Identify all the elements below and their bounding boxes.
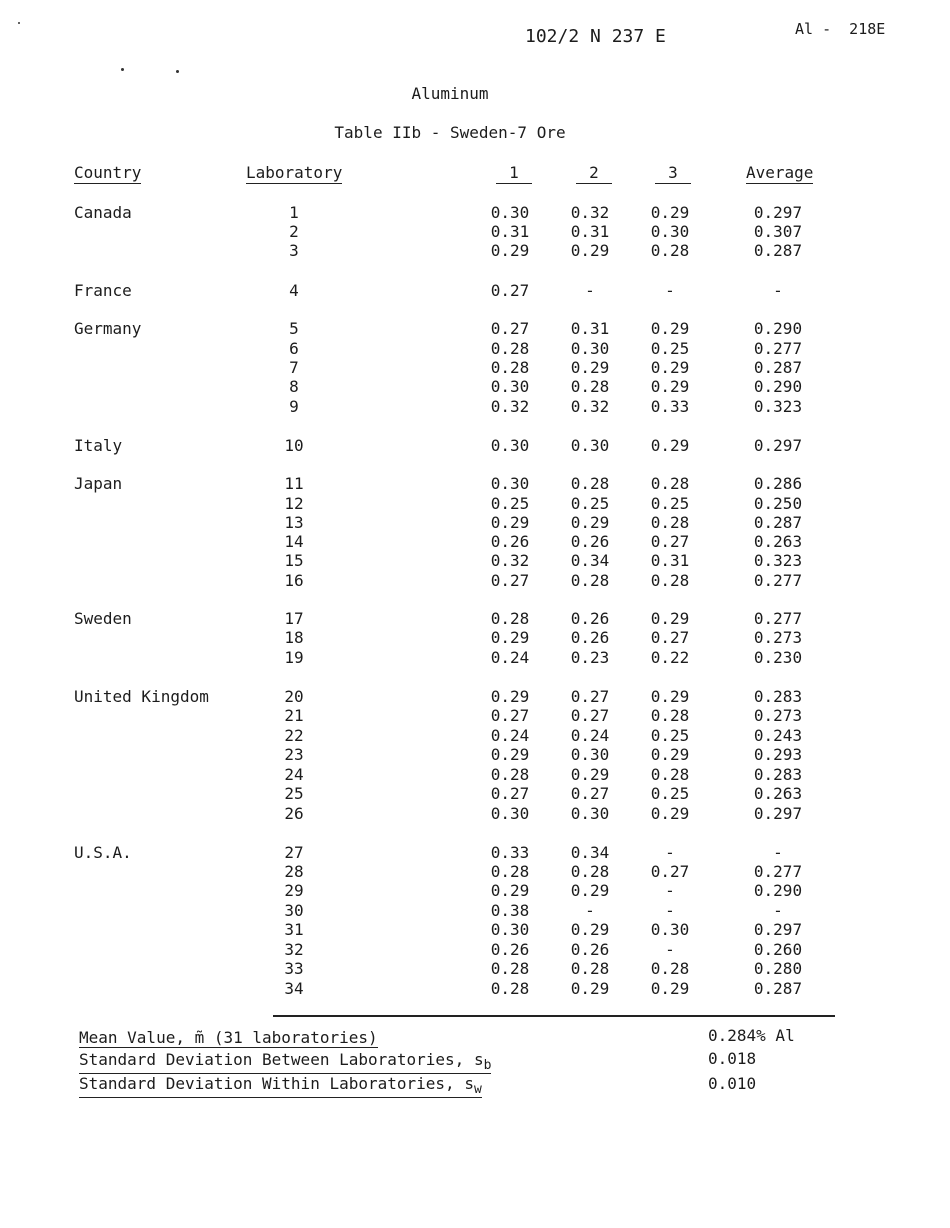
replicate-3-value: 0.28 — [650, 513, 690, 532]
laboratory-number: 1 — [289, 203, 299, 222]
replicate-3-value: 0.29 — [650, 377, 690, 396]
replicate-2-value: 0.23 — [570, 648, 610, 667]
sd-within-subscript: w — [473, 1082, 482, 1098]
replicate-3-value: 0.29 — [650, 436, 690, 455]
average-value: 0.286 — [753, 474, 803, 493]
average-value: - — [773, 281, 783, 300]
replicate-3-value: 0.29 — [650, 745, 690, 764]
replicate-3-value: 0.29 — [650, 687, 690, 706]
replicate-1-value: 0.28 — [490, 358, 530, 377]
replicate-1-value: 0.29 — [490, 881, 530, 900]
replicate-1-value: 0.29 — [490, 513, 530, 532]
average-value: 0.307 — [753, 222, 803, 241]
replicate-1-value: 0.28 — [490, 339, 530, 358]
average-value: 0.263 — [753, 532, 803, 551]
replicate-1-value: 0.30 — [490, 436, 530, 455]
replicate-1-value: 0.32 — [490, 397, 530, 416]
average-value: 0.297 — [753, 203, 803, 222]
replicate-2-value: 0.28 — [570, 571, 610, 590]
replicate-1-value: 0.24 — [490, 648, 530, 667]
average-value: 0.297 — [753, 804, 803, 823]
average-value: 0.287 — [753, 241, 803, 260]
replicate-2-value: 0.29 — [570, 881, 610, 900]
replicate-1-value: 0.28 — [490, 959, 530, 978]
laboratory-number: 14 — [284, 532, 304, 551]
average-value: 0.277 — [753, 609, 803, 628]
replicate-1-value: 0.27 — [490, 706, 530, 725]
document-code: 102/2 N 237 E — [525, 26, 666, 47]
replicate-3-value: 0.28 — [650, 706, 690, 725]
mean-value-label: Mean Value, m̃ (31 laboratories) — [79, 1028, 378, 1047]
replicate-2-value: 0.27 — [570, 784, 610, 803]
replicate-3-value: 0.22 — [650, 648, 690, 667]
average-value: 0.290 — [753, 319, 803, 338]
average-value: 0.290 — [753, 377, 803, 396]
column-header-laboratory: Laboratory — [246, 163, 343, 182]
replicate-2-value: 0.26 — [570, 940, 610, 959]
average-value: 0.263 — [753, 784, 803, 803]
laboratory-number: 31 — [284, 920, 304, 939]
sd-between-label — [79, 1050, 491, 1074]
replicate-3-value: 0.30 — [650, 920, 690, 939]
replicate-1-value: 0.29 — [490, 687, 530, 706]
replicate-2-value: 0.26 — [570, 532, 610, 551]
replicate-2-value: 0.29 — [570, 920, 610, 939]
replicate-2-value: 0.26 — [570, 628, 610, 647]
average-value: - — [773, 901, 783, 920]
laboratory-number: 15 — [284, 551, 304, 570]
replicate-1-value: 0.27 — [490, 784, 530, 803]
sd-between-subscript: b — [483, 1058, 492, 1074]
replicate-1-value: 0.38 — [490, 901, 530, 920]
replicate-3-value: - — [665, 901, 675, 920]
column-header-country: Country — [74, 163, 142, 182]
average-value: 0.287 — [753, 358, 803, 377]
replicate-1-value: 0.31 — [490, 222, 530, 241]
replicate-2-value: 0.27 — [570, 687, 610, 706]
column-header-2: 2 — [576, 163, 612, 184]
average-value: 0.273 — [753, 706, 803, 725]
replicate-1-value: 0.30 — [490, 474, 530, 493]
replicate-3-value: 0.33 — [650, 397, 690, 416]
laboratory-number: 4 — [289, 281, 299, 300]
laboratory-number: 10 — [284, 436, 304, 455]
laboratory-number: 13 — [284, 513, 304, 532]
page-reference: Al - 218E — [795, 20, 886, 38]
replicate-3-value: 0.29 — [650, 609, 690, 628]
replicate-3-value: - — [665, 940, 675, 959]
replicate-1-value: 0.27 — [490, 281, 530, 300]
replicate-3-value: 0.31 — [650, 551, 690, 570]
laboratory-number: 23 — [284, 745, 304, 764]
replicate-3-value: 0.27 — [650, 628, 690, 647]
laboratory-number: 29 — [284, 881, 304, 900]
average-value: 0.283 — [753, 687, 803, 706]
replicate-1-value: 0.28 — [490, 765, 530, 784]
laboratory-number: 8 — [289, 377, 299, 396]
laboratory-number: 25 — [284, 784, 304, 803]
average-value: 0.277 — [753, 339, 803, 358]
laboratory-number: 19 — [284, 648, 304, 667]
replicate-1-value: 0.28 — [490, 609, 530, 628]
country-name: Sweden — [74, 609, 132, 628]
laboratory-number: 34 — [284, 979, 304, 998]
laboratory-number: 7 — [289, 358, 299, 377]
average-value: 0.287 — [753, 513, 803, 532]
average-value: 0.287 — [753, 979, 803, 998]
column-header-1: 1 — [496, 163, 532, 184]
replicate-1-value: 0.29 — [490, 628, 530, 647]
replicate-2-value: 0.29 — [570, 513, 610, 532]
laboratory-number: 22 — [284, 726, 304, 745]
table-title: Table IIb - Sweden-7 Ore — [334, 123, 566, 142]
replicate-3-value: 0.28 — [650, 241, 690, 260]
sd-between-value: 0.018 — [708, 1049, 757, 1068]
laboratory-number: 24 — [284, 765, 304, 784]
replicate-3-value: 0.28 — [650, 571, 690, 590]
replicate-3-value: 0.27 — [650, 532, 690, 551]
laboratory-number: 18 — [284, 628, 304, 647]
laboratory-number: 9 — [289, 397, 299, 416]
replicate-2-value: 0.34 — [570, 843, 610, 862]
country-name: France — [74, 281, 132, 300]
replicate-3-value: 0.25 — [650, 339, 690, 358]
replicate-3-value: - — [665, 281, 675, 300]
replicate-3-value: 0.28 — [650, 474, 690, 493]
speck — [176, 70, 179, 73]
replicate-1-value: 0.30 — [490, 377, 530, 396]
replicate-3-value: 0.25 — [650, 494, 690, 513]
replicate-3-value: 0.28 — [650, 959, 690, 978]
laboratory-number: 2 — [289, 222, 299, 241]
replicate-3-value: 0.29 — [650, 804, 690, 823]
replicate-2-value: 0.29 — [570, 358, 610, 377]
laboratory-number: 28 — [284, 862, 304, 881]
replicate-3-value: 0.28 — [650, 765, 690, 784]
replicate-1-value: 0.33 — [490, 843, 530, 862]
replicate-2-value: 0.25 — [570, 494, 610, 513]
replicate-1-value: 0.28 — [490, 979, 530, 998]
average-value: 0.250 — [753, 494, 803, 513]
average-value: 0.297 — [753, 436, 803, 455]
replicate-1-value: 0.25 — [490, 494, 530, 513]
replicate-2-value: 0.26 — [570, 609, 610, 628]
replicate-1-value: 0.29 — [490, 745, 530, 764]
replicate-2-value: 0.29 — [570, 241, 610, 260]
replicate-1-value: 0.27 — [490, 571, 530, 590]
laboratory-number: 20 — [284, 687, 304, 706]
replicate-3-value: 0.29 — [650, 319, 690, 338]
replicate-3-value: - — [665, 881, 675, 900]
replicate-3-value: 0.25 — [650, 784, 690, 803]
replicate-3-value: 0.29 — [650, 358, 690, 377]
replicate-2-value: 0.32 — [570, 397, 610, 416]
country-name: Japan — [74, 474, 123, 493]
average-value: 0.260 — [753, 940, 803, 959]
replicate-2-value: 0.29 — [570, 979, 610, 998]
country-name: Italy — [74, 436, 123, 455]
laboratory-number: 17 — [284, 609, 304, 628]
replicate-3-value: 0.29 — [650, 979, 690, 998]
average-value: 0.277 — [753, 571, 803, 590]
replicate-1-value: 0.30 — [490, 203, 530, 222]
laboratory-number: 33 — [284, 959, 304, 978]
mean-value: 0.284% Al — [708, 1026, 795, 1045]
replicate-2-value: 0.24 — [570, 726, 610, 745]
replicate-1-value: 0.26 — [490, 532, 530, 551]
replicate-2-value: 0.28 — [570, 862, 610, 881]
replicate-2-value: 0.29 — [570, 765, 610, 784]
average-value: 0.297 — [753, 920, 803, 939]
laboratory-number: 27 — [284, 843, 304, 862]
replicate-2-value: 0.28 — [570, 474, 610, 493]
replicate-2-value: 0.30 — [570, 436, 610, 455]
speck — [121, 68, 124, 71]
column-header-3: 3 — [655, 163, 691, 184]
average-value: 0.323 — [753, 397, 803, 416]
replicate-2-value: 0.30 — [570, 804, 610, 823]
country-name: U.S.A. — [74, 843, 132, 862]
sd-between-text: Standard Deviation Between Laboratories, s — [79, 1050, 484, 1069]
summary-divider — [273, 1015, 835, 1017]
average-value: 0.323 — [753, 551, 803, 570]
replicate-1-value: 0.32 — [490, 551, 530, 570]
laboratory-number: 32 — [284, 940, 304, 959]
laboratory-number: 5 — [289, 319, 299, 338]
laboratory-number: 12 — [284, 494, 304, 513]
column-header-average: Average — [746, 163, 814, 182]
average-value: 0.230 — [753, 648, 803, 667]
average-value: - — [773, 843, 783, 862]
average-value: 0.280 — [753, 959, 803, 978]
replicate-1-value: 0.24 — [490, 726, 530, 745]
average-value: 0.273 — [753, 628, 803, 647]
replicate-1-value: 0.28 — [490, 862, 530, 881]
laboratory-number: 30 — [284, 901, 304, 920]
average-value: 0.283 — [753, 765, 803, 784]
replicate-2-value: - — [585, 901, 595, 920]
laboratory-number: 16 — [284, 571, 304, 590]
sd-within-text: Standard Deviation Within Laboratories, s — [79, 1074, 474, 1093]
replicate-3-value: - — [665, 843, 675, 862]
replicate-2-value: 0.30 — [570, 745, 610, 764]
replicate-1-value: 0.27 — [490, 319, 530, 338]
replicate-2-value: 0.30 — [570, 339, 610, 358]
replicate-1-value: 0.30 — [490, 920, 530, 939]
average-value: 0.293 — [753, 745, 803, 764]
page-title: Aluminum — [411, 84, 489, 103]
laboratory-number: 6 — [289, 339, 299, 358]
replicate-2-value: 0.27 — [570, 706, 610, 725]
replicate-2-value: 0.32 — [570, 203, 610, 222]
replicate-3-value: 0.29 — [650, 203, 690, 222]
replicate-2-value: 0.34 — [570, 551, 610, 570]
country-name: Germany — [74, 319, 142, 338]
laboratory-number: 11 — [284, 474, 304, 493]
average-value: 0.290 — [753, 881, 803, 900]
replicate-3-value: 0.27 — [650, 862, 690, 881]
laboratory-number: 21 — [284, 706, 304, 725]
laboratory-number: 3 — [289, 241, 299, 260]
sd-within-value: 0.010 — [708, 1074, 757, 1093]
country-name: United Kingdom — [74, 687, 209, 706]
replicate-2-value: 0.31 — [570, 222, 610, 241]
replicate-2-value: - — [585, 281, 595, 300]
average-value: 0.277 — [753, 862, 803, 881]
replicate-3-value: 0.25 — [650, 726, 690, 745]
replicate-1-value: 0.30 — [490, 804, 530, 823]
replicate-2-value: 0.28 — [570, 377, 610, 396]
replicate-1-value: 0.29 — [490, 241, 530, 260]
replicate-2-value: 0.28 — [570, 959, 610, 978]
replicate-2-value: 0.31 — [570, 319, 610, 338]
replicate-3-value: 0.30 — [650, 222, 690, 241]
country-name: Canada — [74, 203, 132, 222]
sd-within-label — [79, 1074, 482, 1098]
average-value: 0.243 — [753, 726, 803, 745]
replicate-1-value: 0.26 — [490, 940, 530, 959]
speck — [18, 22, 20, 24]
laboratory-number: 26 — [284, 804, 304, 823]
